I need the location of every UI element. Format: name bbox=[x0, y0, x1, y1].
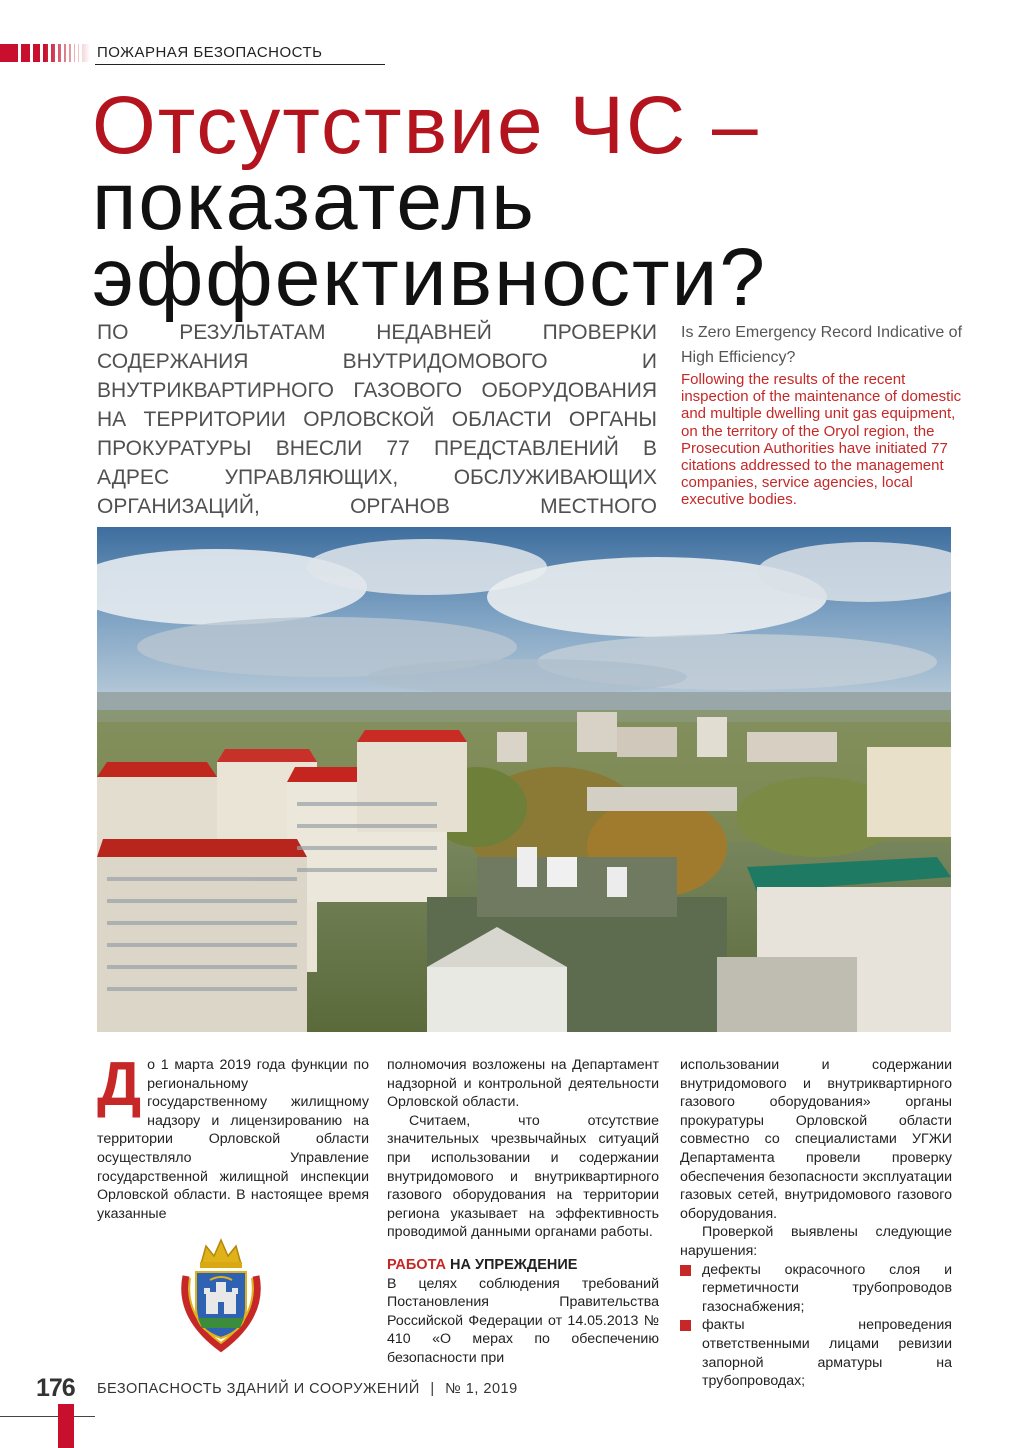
journal-title: БЕЗОПАСНОСТЬ ЗДАНИЙ И СООРУЖЕНИЙ bbox=[97, 1381, 420, 1397]
subheading-red: РАБОТА bbox=[387, 1256, 446, 1273]
journal-separator: | bbox=[430, 1381, 435, 1397]
title-line-2: показатель bbox=[92, 156, 536, 247]
column-1-text: о 1 марта 2019 года функции по региональному государственному жилищному надзору и лицензированию на территории Орловской области осуществляло Управление государственной жилищной инспекции Орловской области. В настоящее время указанные bbox=[97, 1057, 369, 1222]
column-3-paragraph-1: использовании и содержании внутридомового и внутриквартирного газового оборудования» органы прокуратуры Орловской области совместно со специалистами УГЖИ Департамента провели проверку обеспечения безопасности эксплуатации газовых сетей, внутридомового газового оборудования. bbox=[680, 1057, 952, 1222]
body-column-1 bbox=[97, 1050, 369, 1223]
article-lead: ПО РЕЗУЛЬТАТАМ НЕДАВНЕЙ ПРОВЕРКИ СОДЕРЖАНИЯ ВНУТРИДОМОВОГО И ВНУТРИКВАРТИРНОГО ГАЗОВОГО ОБОРУДОВАНИЯ НА ТЕРРИТОРИИ ОРЛОВСКОЙ ОБЛАСТИ ОРГАНЫ ПРОКУРАТУРЫ ВНЕСЛИ 77 ПРЕДСТАВЛЕНИЙ В АДРЕС УПРАВЛЯЮЩИХ, ОБСЛУЖИВАЮЩИХ ОРГАНИЗАЦИЙ, ОРГАНОВ МЕСТНОГО bbox=[97, 321, 657, 518]
oryol-coat-of-arms-icon bbox=[176, 1236, 266, 1354]
list-item: факты непроведения ответственными лицами ревизии запорной арматуры на трубопроводах; bbox=[680, 1316, 952, 1390]
body-column-2 bbox=[387, 1056, 659, 1368]
english-title: Is Zero Emergency Record Indicative of High Efficiency? bbox=[681, 324, 963, 366]
article-title bbox=[92, 80, 992, 323]
section-color-bar bbox=[0, 44, 90, 62]
journal-name bbox=[97, 1381, 518, 1397]
page-number: 176 bbox=[36, 1374, 75, 1402]
footer-rule bbox=[0, 1416, 95, 1417]
title-line-1: Отсутствие ЧС – bbox=[92, 80, 760, 171]
column-3-paragraph-2: Проверкой выявлены следующие нарушения: bbox=[680, 1224, 952, 1259]
footer-red-bar bbox=[58, 1404, 74, 1448]
header-rule bbox=[95, 64, 385, 65]
column-2-paragraph-2: Считаем, что отсутствие значительных чрезвычайных ситуаций при использовании и содержании внутридомового и внутриквартирного газового оборудования на территории региона указывает на эффективность проводимой данными органами работы. bbox=[387, 1112, 659, 1241]
subheading-black: НА УПРЕЖДЕНИЕ bbox=[450, 1256, 578, 1273]
journal-issue: № 1, 2019 bbox=[445, 1381, 518, 1397]
column-2-paragraph-3: В целях соблюдения требований Постановления Правительства Российской Федерации от 14.05.2013 № 410 «О мерах по обеспечению безопасности при bbox=[387, 1275, 659, 1366]
subheading bbox=[387, 1256, 659, 1275]
drop-cap: Д bbox=[97, 1050, 142, 1119]
title-line-3: эффективности? bbox=[92, 232, 767, 323]
body-column-3 bbox=[680, 1056, 952, 1391]
english-summary: Following the results of the recent inspection of the maintenance of domestic and multiple dwelling unit gas equipment, on the territory of the Oryol region, the Prosecution Authorities have initiated 77 citations addressed to the management companies, service agencies, local executive bodies. bbox=[681, 371, 962, 509]
city-aerial-photo bbox=[97, 527, 951, 1032]
column-2-paragraph-1: полномочия возложены на Департамент надзорной и контрольной деятельности Орловской области. bbox=[387, 1057, 659, 1111]
list-item: дефекты окрасочного слоя и герметичности трубопроводов газоснабжения; bbox=[680, 1261, 952, 1317]
section-label: ПОЖАРНАЯ БЕЗОПАСНОСТЬ bbox=[97, 44, 323, 61]
